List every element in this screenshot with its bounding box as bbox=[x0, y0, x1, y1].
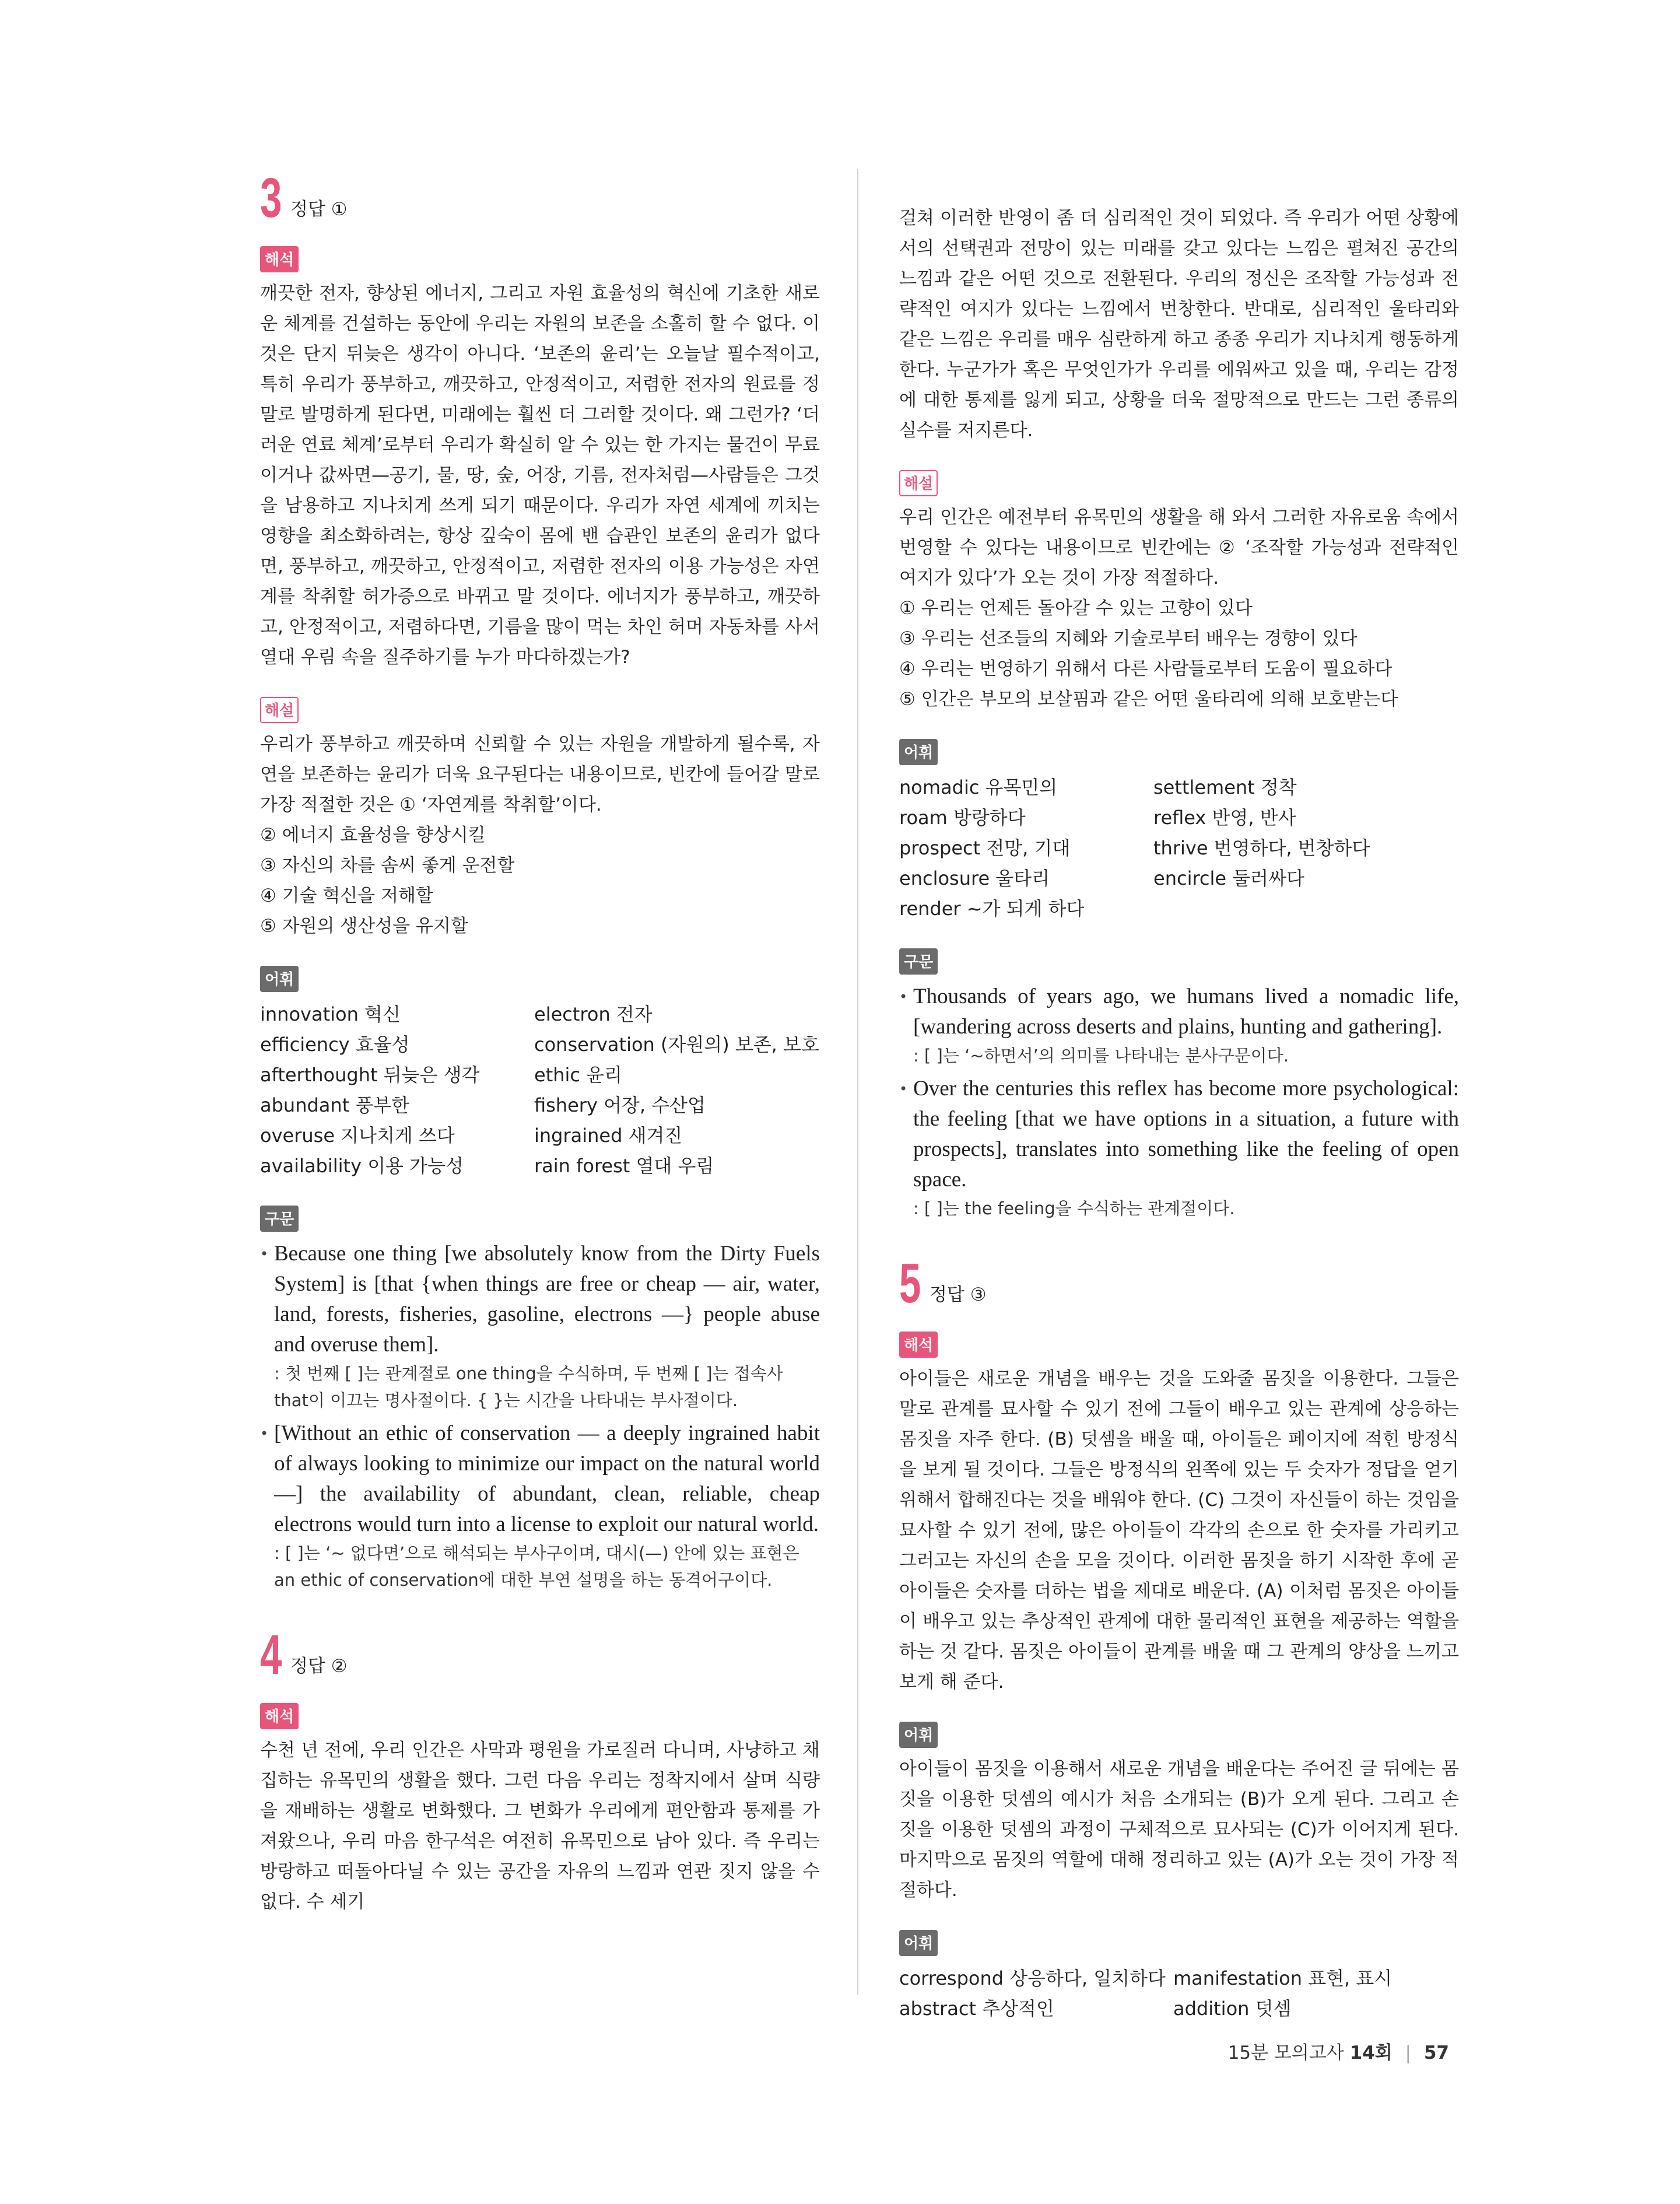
vocab-item: ingrained 새겨진 bbox=[534, 1124, 683, 1147]
page-number: 57 bbox=[1423, 2042, 1449, 2063]
option-item: ③ 자신의 차를 솜씨 좋게 운전할 bbox=[260, 855, 515, 876]
vocab-item: availability 이용 가능성 bbox=[260, 1155, 464, 1177]
syntax-list bbox=[899, 982, 1459, 1222]
vocab-item: manifestation 표현, 표시 bbox=[1173, 1967, 1393, 1989]
syntax-sentence: • [Without an ethic of conservation — a deeply ingrained habit of always looking to minimize our impact on the natural world —] the availability of abundant, clean, reliable, cheap electrons would turn into a license to exploit our natural world. bbox=[274, 1421, 820, 1536]
vocab-item: addition 덧셈 bbox=[1173, 1998, 1292, 2020]
vocab-item: abstract 추상적인 bbox=[899, 1998, 1054, 2020]
syntax-note: : 첫 번째 [ ]는 관계절로 one thing을 수식하며, 두 번째 [ ]는 접속사 that이 이끄는 명사절이다. { }는 시간을 나타내는 부사절이다. bbox=[274, 1364, 783, 1410]
vocab-item: enclosure 울타리 bbox=[899, 867, 1050, 889]
syntax-note: : [ ]는 ‘~하면서’의 의미를 나타내는 분사구문이다. bbox=[913, 1046, 1289, 1066]
right-column bbox=[899, 203, 1459, 2024]
translation-text: 깨끗한 전자, 향상된 에너지, 그리고 자원 효율성의 혁신에 기초한 새로운 체계를 건설하는 동안에 우리는 자원의 보존을 소홀히 할 수 없다. 이것은 단지 뒤늦은 생각이 아니다. ‘보존의 윤리’는 오늘날 필수적이고, 특히 우리가 풍부하고, 깨끗하고, 안정적이고, 저렴한 전자의 원료를 정말로 발명하게 된다면, 미래에는 훨씬 더 그러할 것이다. 왜 그런가? ‘더러운 연료 체계’로부터 우리가 확실히 알 수 있는 한 가지는 물건이 무료이거나 값싸면—공기, 물, 땅, 숲, 어장, 기름, 전자처럼—사람들은 그것을 남용하고 지나치게 쓰게 되기 때문이다. 우리가 자연 세계에 끼치는 영향을 최소화하려는, 항상 깊숙이 몸에 밴 습관인 보존의 윤리가 없다면, 풍부하고, 깨끗하고, 안정적이고, 저렴한 전자의 이용 가능성은 자연계를 착취할 허가증으로 바뀌고 말 것이다. 에너지가 풍부하고, 깨끗하고, 안정적이고, 저렴하다면, 기름을 많이 먹는 차인 허머 자동차를 사서 열대 우림 속을 질주하기를 누가 마다하겠는가? bbox=[260, 283, 820, 668]
explanation-text: 우리 인간은 예전부터 유목민의 생활을 해 와서 그러한 자유로움 속에서 번영할 수 있다는 내용이므로 빈칸에는 ② ‘조작할 가능성과 전략적인 여지가 있다’가 오는 것이 가장 적절하다. bbox=[899, 507, 1459, 588]
options-list bbox=[899, 593, 1459, 714]
translation-text: 아이들은 새로운 개념을 배우는 것을 도와줄 몸짓을 이용한다. 그들은 말로 관계를 묘사할 수 있기 전에 그들이 배우고 있는 관계에 상응하는 몸짓을 자주 한다. (B) 덧셈을 배울 때, 아이들은 페이지에 적힌 방정식을 보게 될 것이다. 그들은 방정식의 왼쪽에 있는 두 숫자가 정답을 얻기 위해서 합해진다는 것을 배워야 한다. (C) 그것이 자신들이 하는 것임을 묘사할 수 있기 전에, 많은 아이들이 각각의 손으로 한 숫자를 가리키고 그러고는 자신의 손을 모을 것이다. 이러한 몸짓을 하기 시작한 후에 곧 아이들은 숫자를 더하는 법을 제대로 배운다. (A) 이처럼 몸짓은 아이들이 배우고 있는 추상적인 관계에 대한 물리적인 표현을 제공하는 역할을 하는 것 같다. 몸짓은 아이들이 관계를 배울 때 그 관계의 양상을 느끼고 보게 해 준다. bbox=[899, 1368, 1459, 1693]
question-3-header bbox=[260, 167, 820, 229]
vocab-item: roam 방랑하다 bbox=[899, 807, 1026, 829]
options-list bbox=[260, 820, 820, 941]
answer-label: 정답 ① bbox=[290, 199, 348, 220]
syntax-sentence: • Because one thing [we absolutely know from the Dirty Fuels System] is [that {when things are free or cheap — air, water, land, forests, fisheries, gasoline, electrons —} people abuse and overuse them]. bbox=[274, 1242, 820, 1357]
vocabulary-list bbox=[260, 999, 820, 1181]
question-number: 3 bbox=[260, 167, 282, 229]
page-footer bbox=[1228, 2038, 1449, 2064]
syntax-item bbox=[899, 1074, 1459, 1222]
vocab-item: afterthought 뒤늦은 생각 bbox=[260, 1064, 480, 1086]
vocabulary-tag: 어휘 bbox=[899, 739, 938, 765]
answer-label: 정답 ③ bbox=[930, 1284, 987, 1305]
left-column bbox=[260, 167, 820, 1917]
syntax-tag: 구문 bbox=[260, 1206, 299, 1232]
vocab-item: settlement 정착 bbox=[1153, 776, 1297, 798]
vocab-item: reflex 반영, 반사 bbox=[1153, 807, 1296, 829]
question-number: 4 bbox=[260, 1624, 282, 1686]
option-item: ⑤ 인간은 부모의 보살핌과 같은 어떤 울타리에 의해 보호받는다 bbox=[899, 689, 1398, 710]
translation-text-continued: 걸쳐 이러한 반영이 좀 더 심리적인 것이 되었다. 즉 우리가 어떤 상황에서의 선택권과 전망이 있는 미래를 갖고 있다는 느낌은 펼쳐진 공간의 느낌과 같은 어떤 것으로 전환된다. 우리의 정신은 조작할 가능성과 전략적인 여지가 있다는 느낌에서 번창한다. 반대로, 심리적인 울타리와 같은 느낌은 우리를 매우 심란하게 하고 종종 우리가 지나치게 행동하게 한다. 누군가가 혹은 무엇인가가 우리를 에워싸고 있을 때, 우리는 감정에 대한 통제를 잃게 되고, 상황을 더욱 절망적으로 만드는 그런 종류의 실수를 저지른다. bbox=[899, 208, 1459, 441]
column-divider bbox=[857, 169, 858, 1995]
translation-text: 수천 년 전에, 우리 인간은 사막과 평원을 가로질러 다니며, 사냥하고 채집하는 유목민의 생활을 했다. 그런 다음 우리는 정착지에서 살며 식량을 재배하는 생활로 변화했다. 그 변화가 우리에게 편안함과 통제를 가져왔으나, 우리 마음 한구석은 여전히 유목민으로 남아 있다. 즉 우리는 방랑하고 떠돌아다닐 수 있는 공간을 자유의 느낌과 연관 짓지 않을 수 없다. 수 세기 bbox=[260, 1740, 820, 1912]
option-item: ⑤ 자원의 생산성을 유지할 bbox=[260, 916, 468, 937]
vocab-item: prospect 전망, 기대 bbox=[899, 837, 1071, 859]
option-item: ① 우리는 언제든 돌아갈 수 있는 고향이 있다 bbox=[899, 598, 1253, 619]
vocabulary-tag: 어휘 bbox=[899, 1930, 938, 1956]
vocab-item: render ~가 되게 하다 bbox=[899, 898, 1085, 920]
explanation-text: 아이들이 몸짓을 이용해서 새로운 개념을 배운다는 주어진 글 뒤에는 몸짓을 이용한 덧셈의 예시가 처음 소개되는 (B)가 오게 된다. 그리고 손짓을 이용한 덧셈의 과정이 구체적으로 묘사되는 (C)가 이어지게 된다. 마지막으로 몸짓의 역할에 대해 정리하고 있는 (A)가 오는 것이 가장 적절하다. bbox=[899, 1758, 1459, 1901]
syntax-sentence: • Thousands of years ago, we humans lived a nomadic life, [wandering across deserts and plains, hunting and gathering]. bbox=[913, 984, 1459, 1039]
translation-tag: 해석 bbox=[260, 1703, 299, 1729]
vocab-item: innovation 혁신 bbox=[260, 1003, 401, 1025]
translation-tag: 해석 bbox=[899, 1331, 938, 1358]
syntax-note: : [ ]는 the feeling을 수식하는 관계절이다. bbox=[913, 1199, 1235, 1218]
vocab-item: ethic 윤리 bbox=[534, 1064, 622, 1086]
vocab-item: thrive 번영하다, 번창하다 bbox=[1153, 837, 1370, 859]
option-item: ④ 우리는 번영하기 위해서 다른 사람들로부터 도움이 필요하다 bbox=[899, 658, 1393, 679]
question-number: 5 bbox=[899, 1252, 921, 1315]
question-4-header bbox=[260, 1624, 820, 1686]
translation-tag: 해석 bbox=[260, 246, 299, 272]
explanation-tag: 어휘 bbox=[899, 1722, 938, 1748]
vocab-item: overuse 지나치게 쓰다 bbox=[260, 1124, 455, 1147]
explanation-tag: 해설 bbox=[260, 697, 299, 723]
option-item: ④ 기술 혁신을 저해할 bbox=[260, 885, 433, 906]
option-item: ② 에너지 효율성을 향상시킬 bbox=[260, 825, 486, 846]
episode-label: 14회 bbox=[1349, 2042, 1393, 2063]
vocab-item: abundant 풍부한 bbox=[260, 1094, 410, 1116]
vocabulary-list bbox=[899, 1963, 1459, 2024]
vocab-item: encircle 둘러싸다 bbox=[1153, 867, 1304, 889]
syntax-note: : [ ]는 ‘~ 없다면’으로 해석되는 부사구이며, 대시(—) 안에 있는 표현은 an ethic of conservation에 대한 부연 설명을 하는 동격어구이다. bbox=[274, 1543, 799, 1590]
syntax-item bbox=[260, 1239, 820, 1414]
vocab-item: fishery 어장, 수산업 bbox=[534, 1094, 706, 1116]
vocab-item: efficiency 효율성 bbox=[260, 1033, 410, 1056]
vocab-item: rain forest 열대 우림 bbox=[534, 1155, 714, 1177]
syntax-item bbox=[260, 1418, 820, 1593]
vocab-item: electron 전자 bbox=[534, 1003, 653, 1025]
syntax-list bbox=[260, 1239, 820, 1593]
syntax-item bbox=[899, 982, 1459, 1069]
vocab-item: nomadic 유목민의 bbox=[899, 776, 1058, 798]
explanation-text: 우리가 풍부하고 깨끗하며 신뢰할 수 있는 자원을 개발하게 될수록, 자연을 보존하는 윤리가 더욱 요구된다는 내용이므로, 빈칸에 들어갈 말로 가장 적절한 것은 ① ‘자연계를 착취할’이다. bbox=[260, 734, 820, 815]
vocabulary-list bbox=[899, 772, 1459, 924]
syntax-sentence: • Over the centuries this reflex has become more psychological: the feeling [that we have options in a situation, a future with prospects], translates into something like the feeling of open space. bbox=[913, 1077, 1459, 1192]
question-5-header bbox=[899, 1252, 1459, 1315]
option-item: ③ 우리는 선조들의 지혜와 기술로부터 배우는 경향이 있다 bbox=[899, 628, 1358, 649]
answer-label: 정답 ② bbox=[290, 1656, 348, 1677]
vocab-item: conservation (자원의) 보존, 보호 bbox=[534, 1033, 819, 1056]
syntax-tag: 구문 bbox=[899, 948, 938, 975]
vocab-item: correspond 상응하다, 일치하다 bbox=[899, 1967, 1166, 1989]
footer-separator: | bbox=[1405, 2042, 1411, 2063]
vocabulary-tag: 어휘 bbox=[260, 966, 299, 992]
series-title: 15분 모의고사 bbox=[1227, 2042, 1344, 2063]
explanation-tag: 해설 bbox=[899, 470, 938, 496]
